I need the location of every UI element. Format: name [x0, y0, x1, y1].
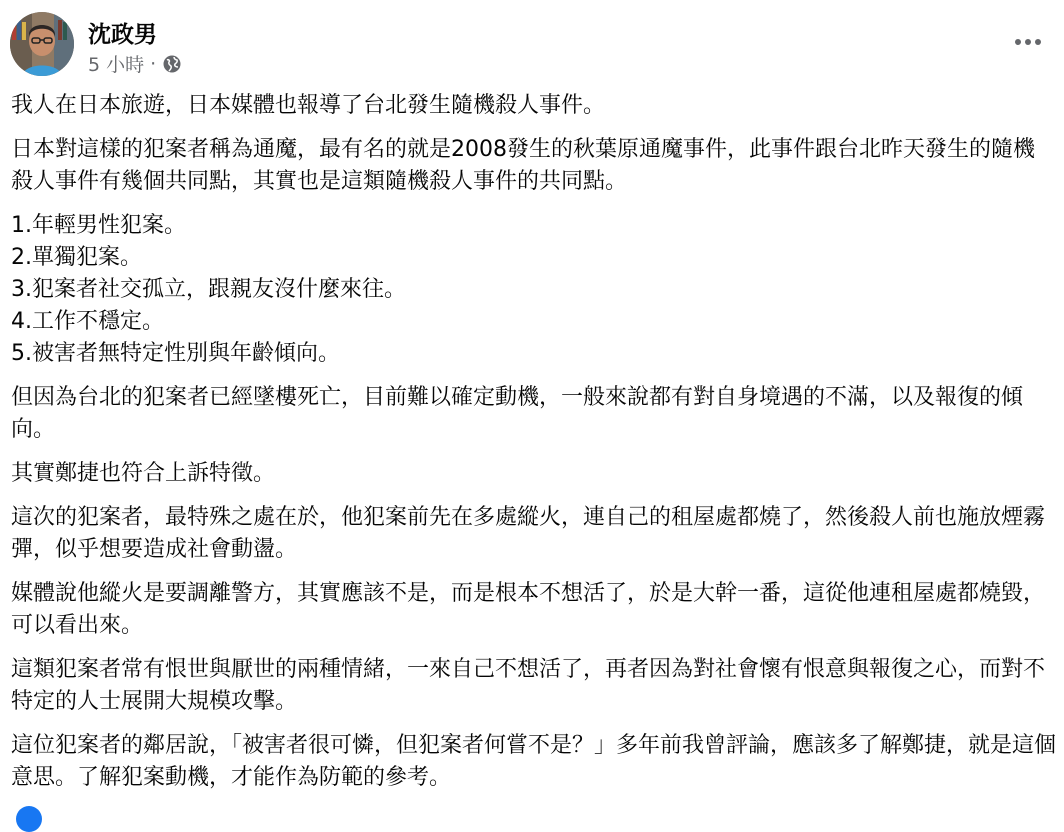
avatar-image: [10, 12, 74, 76]
more-dot: [1025, 39, 1031, 45]
list-item: 1.年輕男性犯案。: [11, 213, 186, 238]
post-content: [11, 90, 1056, 806]
meta-separator: ·: [150, 52, 157, 75]
globe-icon[interactable]: [162, 54, 182, 74]
post-paragraph: 這次的犯案者，最特殊之處在於，他犯案前先在多處縱火，連自己的租屋處都燒了，然後殺人前也施放煙霧彈，似乎想要造成社會動盪。: [11, 505, 1046, 562]
post-paragraph: 這位犯案者的鄰居說，「被害者很可憐，但犯案者何嘗不是？」多年前我曾評論，應該多了解鄭捷，就是這個意思。了解犯案動機，才能作為防範的參考。: [11, 733, 1057, 790]
post-meta: [88, 50, 182, 77]
more-dot: [1015, 39, 1021, 45]
more-dot: [1035, 39, 1041, 45]
list-item: 2.單獨犯案。: [11, 245, 142, 270]
post-paragraph: 日本對這樣的犯案者稱為通魔，最有名的就是2008發生的秋葉原通魔事件，此事件跟台北昨天發生的隨機殺人事件有幾個共同點，其實也是這類隨機殺人事件的共同點。: [11, 137, 1035, 194]
post-paragraph: 我人在日本旅遊，日本媒體也報導了台北發生隨機殺人事件。: [11, 93, 606, 118]
post-paragraph: 但因為台北的犯案者已經墜樓死亡，目前難以確定動機，一般來說都有對自身境遇的不滿，以及報復的傾向。: [11, 385, 1024, 442]
post-footer: [10, 800, 1054, 830]
list-item: 4.工作不穩定。: [11, 309, 164, 334]
post-paragraph: 這類犯案者常有恨世與厭世的兩種情緒，一來自己不想活了，再者因為對社會懷有恨意與報復之心，而對不特定的人士展開大規模攻擊。: [11, 657, 1046, 714]
list-item: 3.犯案者社交孤立，跟親友沒什麼來往。: [11, 277, 406, 302]
post-paragraph: 媒體說他縱火是要調離警方，其實應該不是，而是根本不想活了，於是大幹一番，這從他連租屋處都燒毀，可以看出來。: [11, 581, 1046, 638]
more-options-button[interactable]: [1008, 26, 1048, 58]
post-paragraph: 其實鄭捷也符合上訴特徵。: [11, 461, 276, 486]
like-reaction-icon[interactable]: [16, 806, 42, 832]
post-time[interactable]: 5 小時: [88, 54, 145, 76]
post-list: [11, 210, 1056, 370]
list-item: 5.被害者無特定性別與年齡傾向。: [11, 341, 340, 366]
post-header: [10, 12, 1054, 82]
author-name[interactable]: 沈政男: [88, 22, 157, 48]
author-avatar[interactable]: [10, 12, 74, 76]
